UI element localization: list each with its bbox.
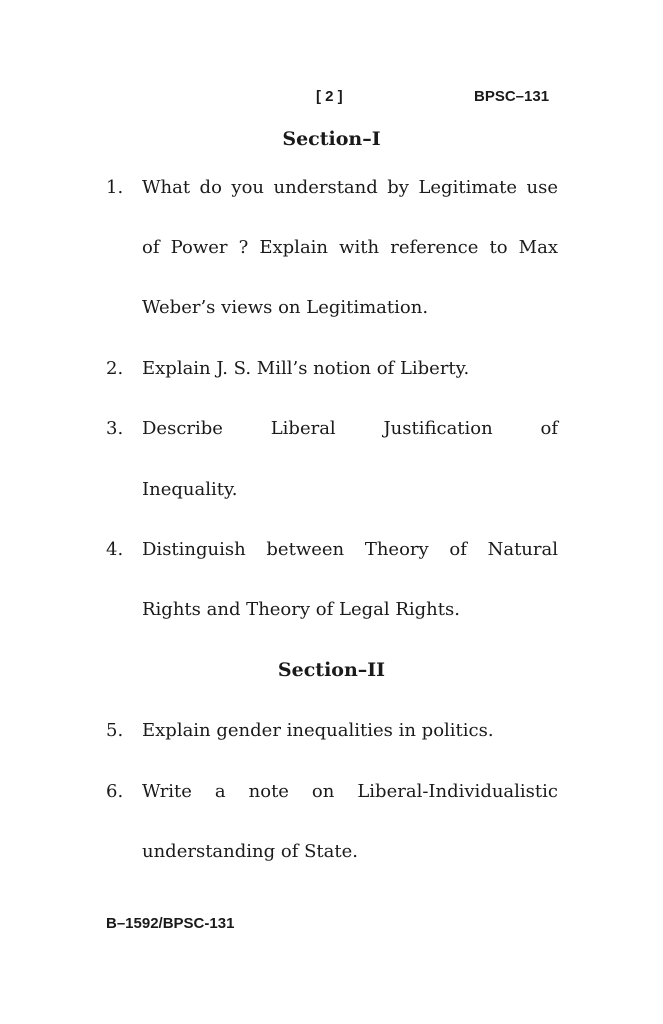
question-number: 6. — [106, 781, 124, 802]
question-text-line: Inequality. — [142, 479, 238, 500]
section-heading-1: Section–I — [282, 128, 381, 150]
question-text-line: Rights and Theory of Legal Rights. — [142, 599, 460, 620]
question-text-line: Write a note on Liberal-Individualistic — [142, 781, 558, 802]
page-number: [ 2 ] — [316, 88, 343, 105]
question-text-line: Explain J. S. Mill’s notion of Liberty. — [142, 358, 470, 379]
question-text-line: understanding of State. — [142, 841, 358, 862]
question-text-line: Explain gender inequalities in politics. — [142, 720, 494, 741]
question-text-line: of Power ? Explain with reference to Max — [142, 237, 558, 258]
question-text-line: Describe Liberal Justification of — [142, 418, 558, 439]
question-number: 2. — [106, 358, 124, 379]
question-text-line: Weber’s views on Legitimation. — [142, 297, 429, 318]
question-text-line: What do you understand by Legitimate use — [142, 177, 558, 198]
question-number: 4. — [106, 539, 124, 560]
question-number: 5. — [106, 720, 124, 741]
footer-code: B–1592/BPSC-131 — [106, 915, 235, 932]
section-heading-2: Section–II — [277, 659, 386, 681]
question-number: 1. — [106, 177, 124, 198]
paper-code: BPSC–131 — [474, 88, 550, 105]
question-number: 3. — [106, 418, 124, 439]
question-text-line: Distinguish between Theory of Natural — [142, 539, 558, 560]
